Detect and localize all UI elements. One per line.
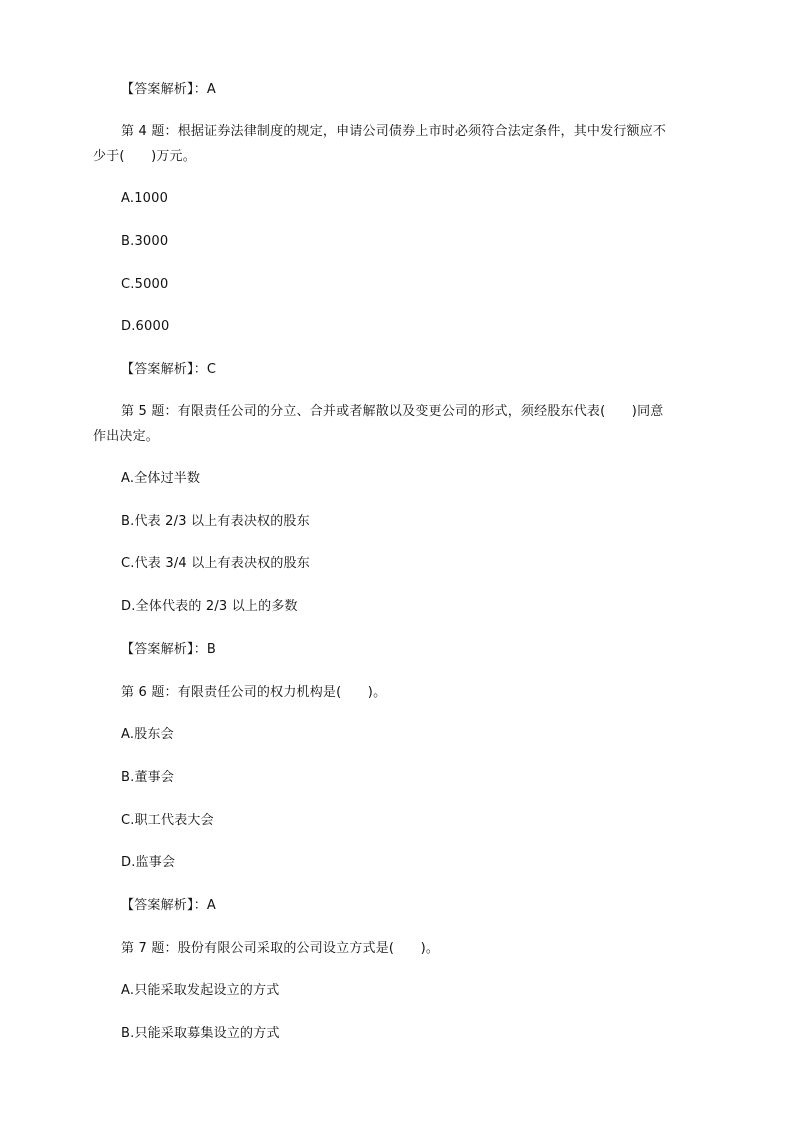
q4-option-b: B.3000	[121, 234, 169, 249]
question-6-text: 第 6 题：有限责任公司的权力机构是( )。	[121, 685, 387, 700]
answer-explanation-q5: 【答案解析】：B	[121, 642, 217, 657]
question-4-text-continued: 少于( )万元。	[93, 149, 196, 164]
q4-option-d: D.6000	[121, 319, 170, 334]
q6-option-a: A.股东会	[121, 727, 174, 742]
q5-option-b: B.代表 2/3 以上有表决权的股东	[121, 514, 310, 529]
answer-explanation-q4: 【答案解析】：C	[121, 362, 217, 377]
q6-option-b: B.董事会	[121, 770, 175, 785]
question-4-text: 第 4 题：根据证券法律制度的规定，申请公司债券上市时必须符合法定条件，其中发行额应不	[121, 124, 667, 139]
q5-option-a: A.全体过半数	[121, 471, 201, 486]
q6-option-d: D.监事会	[121, 855, 176, 870]
answer-explanation-q3: 【答案解析】：A	[121, 82, 216, 97]
answer-explanation-q6: 【答案解析】：A	[121, 898, 216, 913]
q7-option-a: A.只能采取发起设立的方式	[121, 983, 280, 998]
q4-option-c: C.5000	[121, 277, 169, 292]
question-5-text-continued: 作出决定。	[93, 429, 160, 444]
question-7-text: 第 7 题：股份有限公司采取的公司设立方式是( )。	[121, 941, 440, 956]
q4-option-a: A.1000	[121, 191, 169, 206]
q7-option-b: B.只能采取募集设立的方式	[121, 1026, 280, 1041]
q6-option-c: C.职工代表大会	[121, 813, 214, 828]
q5-option-d: D.全体代表的 2/3 以上的多数	[121, 599, 298, 614]
q5-option-c: C.代表 3/4 以上有表决权的股东	[121, 556, 310, 571]
question-5-text: 第 5 题：有限责任公司的分立、合并或者解散以及变更公司的形式，须经股东代表( )同意	[121, 404, 664, 419]
